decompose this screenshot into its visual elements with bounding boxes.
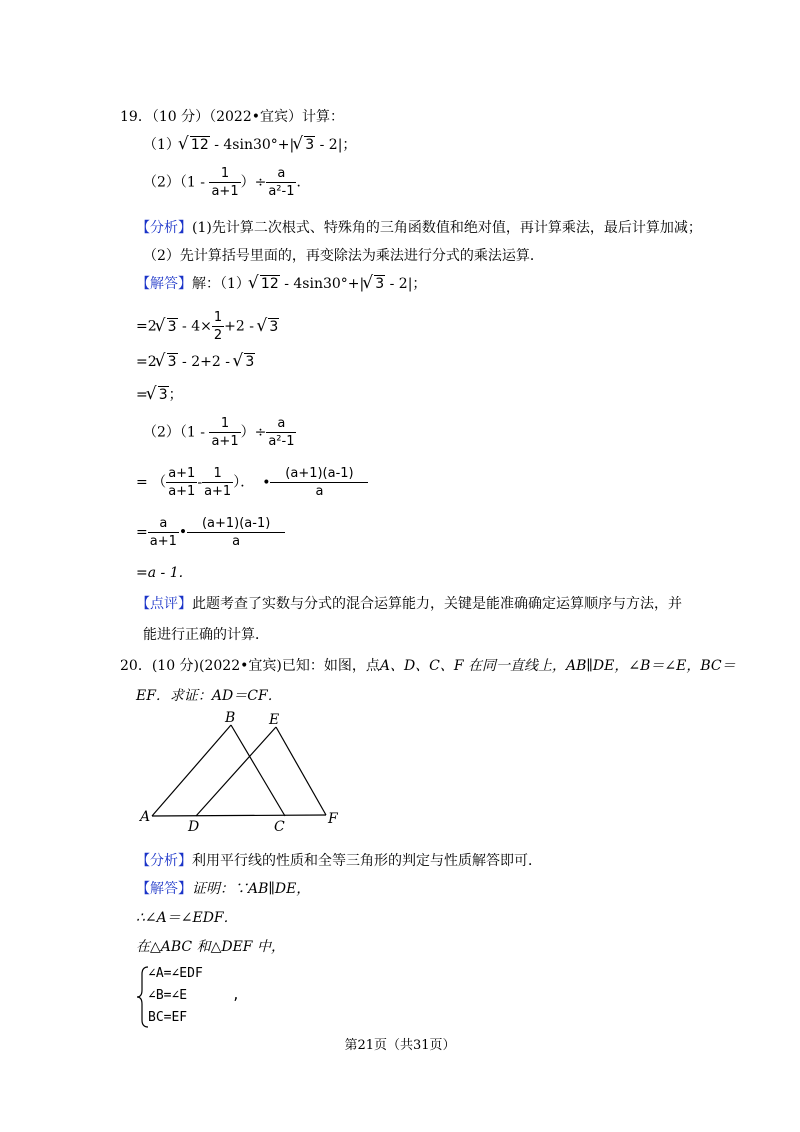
sqrt-3: √ 3 xyxy=(234,354,255,370)
step-text: = （ xyxy=(136,474,167,491)
sqrt-3: √ 3 xyxy=(294,137,315,153)
q19-p2-label: （2） xyxy=(143,174,180,191)
frac-num: 1 xyxy=(209,166,240,183)
point-label-a: A xyxy=(140,809,151,825)
q19-part1 xyxy=(143,134,356,154)
q19-comment-text-1: 此题考查了实数与分式的混合运算能力，关键是能准确确定运算顺序与方法，并 xyxy=(192,596,682,612)
frac-num: 1 xyxy=(209,416,240,433)
point-label-c: C xyxy=(274,819,285,835)
frac-den: a²-1 xyxy=(268,434,295,449)
system-eq-3: BC=EF xyxy=(148,1010,188,1025)
q20-body-1: A、D、C、F 在同一直线上，AB∥DE，∠B＝∠E，BC＝ xyxy=(379,658,736,674)
frac-1-over-a-plus-1 xyxy=(209,416,240,449)
sqrt-3: √ 3 xyxy=(157,354,178,370)
q19-p1-end: - 2|； xyxy=(315,137,357,153)
frac-den: a+1 xyxy=(204,484,232,499)
q19-number: 19． xyxy=(120,109,152,125)
point-label-e: E xyxy=(269,712,280,728)
q20-number: 20． xyxy=(120,658,152,674)
frac-den: a²-1 xyxy=(268,184,295,199)
q19-header xyxy=(120,106,344,126)
analysis-tag: 【分析】 xyxy=(136,853,192,869)
q19-part2 xyxy=(143,166,310,199)
q19-step4 xyxy=(136,466,368,499)
step-text: = xyxy=(136,524,148,541)
segment-ef xyxy=(276,727,326,815)
step-text: - 2+2 - xyxy=(177,354,235,370)
system-comma: , xyxy=(232,988,240,1003)
dot-operator: • xyxy=(262,474,271,491)
dot-operator: • xyxy=(178,524,188,541)
q19-p1-mid: - 4sin30°+| xyxy=(209,137,295,153)
frac-den: 2 xyxy=(213,328,223,343)
sqrt-3: √ 3 xyxy=(148,387,169,403)
system-eq-1: ∠A=∠EDF xyxy=(148,966,203,981)
frac-num: (a+1)(a-1) xyxy=(270,466,368,483)
sqrt-12: √ 12 xyxy=(250,276,280,292)
segment-ab xyxy=(152,725,231,816)
q20-header xyxy=(120,655,736,675)
frac-num: 1 xyxy=(213,310,223,325)
frac-den: a+1 xyxy=(211,184,239,199)
q20-meta: (10 分)(2022•宜宾)已知：如图，点 xyxy=(151,658,380,674)
q19-p2-open: （1 - xyxy=(179,174,210,191)
sqrt-3: √ 3 xyxy=(258,319,279,335)
point-label-f: F xyxy=(328,811,338,827)
step-text: = xyxy=(136,387,148,403)
triangle-figure xyxy=(130,705,360,835)
answer-tag: 【解答】 xyxy=(136,276,192,292)
frac-num: a xyxy=(148,516,179,533)
q19-answer-lead xyxy=(136,273,426,293)
q19-answer-mid: - 4sin30°+| xyxy=(279,276,365,292)
step-text: ）． xyxy=(233,474,255,491)
frac-one-half xyxy=(212,310,224,343)
system-eq-2: ∠B=∠E xyxy=(148,988,188,1003)
point-label-d: D xyxy=(188,819,200,835)
q19-analysis-2: （2）先计算括号里面的，再变除法为乘法进行分式的乘法运算． xyxy=(143,248,544,264)
frac-den: a+1 xyxy=(149,534,177,549)
step-text: （1 - xyxy=(179,424,210,441)
step-text: =2 xyxy=(136,354,157,370)
sqrt-3: √ 3 xyxy=(364,276,385,292)
q20-body-2: EF．求证：AD＝CF． xyxy=(136,688,282,704)
frac-product-over-a xyxy=(187,516,285,549)
sqrt-12: √ 12 xyxy=(180,137,210,153)
frac-num: (a+1)(a-1) xyxy=(187,516,285,533)
step-text: ； xyxy=(168,387,183,403)
frac-den: a+1 xyxy=(168,484,196,499)
q19-p2-close: ）÷ xyxy=(240,174,267,191)
frac-num: a+1 xyxy=(168,466,196,481)
frac-a1-over-a1 xyxy=(166,466,197,499)
q19-part2-restate xyxy=(143,416,296,449)
segment-bc xyxy=(231,725,285,816)
frac-a-over-a2-1 xyxy=(266,166,296,199)
q19-analysis-text-1: (1)先计算二次根式、特殊角的三角函数值和绝对值，再计算乘法，最后计算加减； xyxy=(192,220,702,236)
point-label-b: B xyxy=(225,710,236,726)
page-footer: 第21页（共31页） xyxy=(344,1038,456,1053)
frac-num: a xyxy=(266,166,296,183)
frac-num: 1 xyxy=(202,466,233,483)
frac-den: a+1 xyxy=(211,434,239,449)
frac-a-over-a-plus-1 xyxy=(148,516,179,549)
q19-comment-2: 能进行正确的计算． xyxy=(143,627,269,643)
frac-num: a xyxy=(266,416,296,433)
sqrt-3: √ 3 xyxy=(157,319,178,335)
answer-tag: 【解答】 xyxy=(136,881,192,897)
segment-de xyxy=(196,727,276,816)
step-text: （2） xyxy=(143,424,180,441)
analysis-tag: 【分析】 xyxy=(136,220,192,236)
q20-analysis-text: 利用平行线的性质和全等三角形的判定与性质解答即可． xyxy=(192,853,542,869)
q20-line-a: ∴∠A＝∠EDF． xyxy=(136,910,238,926)
q19-step3 xyxy=(136,384,183,404)
q19-p2-end: ． xyxy=(296,174,311,191)
q20-line-b: 在△ABC 和△DEF 中， xyxy=(136,939,285,955)
q19-answer-end: - 2|； xyxy=(385,276,427,292)
q20-answer-lead-text: 证明：∵AB∥DE， xyxy=(192,881,311,897)
frac-den: a xyxy=(232,534,241,549)
comment-tag: 【点评】 xyxy=(136,596,192,612)
q20-analysis xyxy=(136,850,542,870)
frac-a-over-a2-1 xyxy=(266,416,296,449)
q19-comment-1 xyxy=(136,593,682,613)
q19-step1 xyxy=(136,310,279,343)
q19-meta: （10 分）（2022•宜宾）计算： xyxy=(151,109,344,125)
segment-af xyxy=(152,815,326,816)
frac-1-over-a-plus-1 xyxy=(202,466,233,499)
step-text: - 4× xyxy=(177,318,212,335)
q19-step5 xyxy=(136,516,285,549)
frac-1-over-a-plus-1 xyxy=(209,166,240,199)
step-text: ）÷ xyxy=(240,424,267,441)
q19-step6: =a - 1. xyxy=(136,565,184,581)
q19-step2 xyxy=(136,354,255,370)
q19-analysis-1 xyxy=(136,217,702,237)
step-text: =2 xyxy=(136,318,157,335)
frac-product-over-a xyxy=(270,466,368,499)
step-text: +2 - xyxy=(224,318,259,335)
q20-answer-lead xyxy=(136,878,310,898)
frac-den: a xyxy=(315,484,324,499)
q19-answer-lead-text: 解：（1） xyxy=(192,276,250,292)
step-text: - xyxy=(197,474,203,491)
q19-p1-label: （1） xyxy=(143,137,180,153)
